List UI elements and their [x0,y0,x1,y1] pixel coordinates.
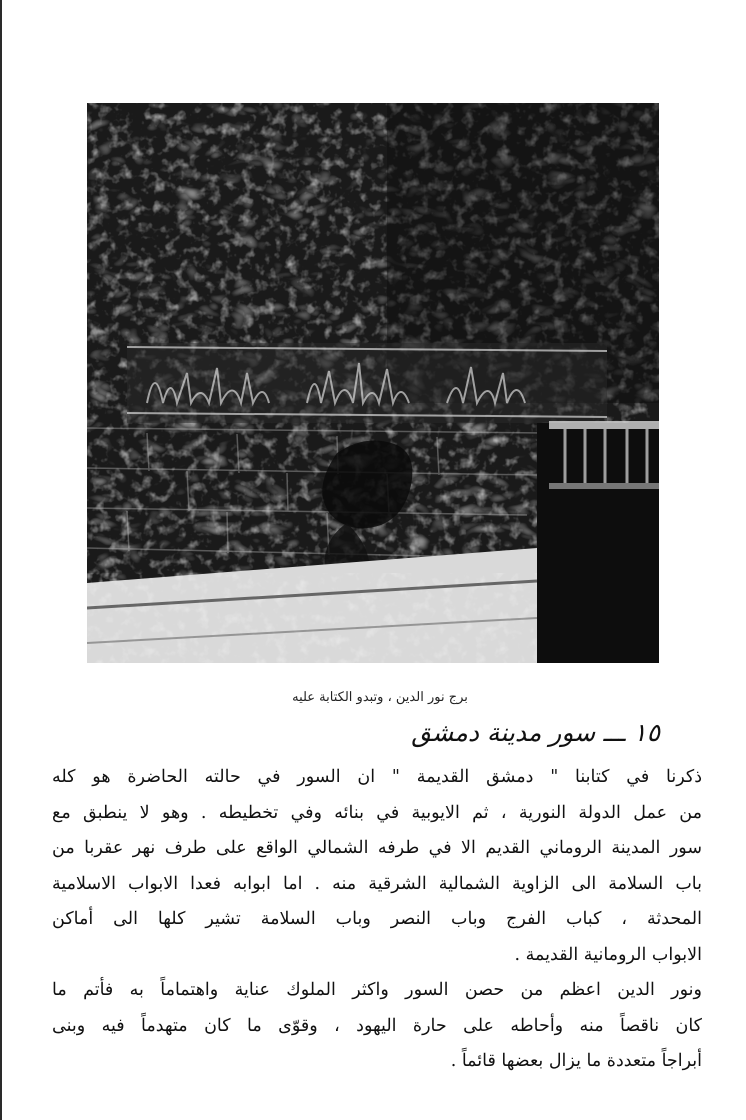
section-title: سور مدينة دمشق [411,718,596,747]
section-dash: ـــ [603,718,626,747]
body-text [52,760,702,1080]
tower-photograph [87,103,659,663]
text-line: باب السلامة الى الزاوية الشمالية الشرقية منه . اما ابوابه فعدا الابواب الاسلامية [52,873,702,894]
paragraph [52,760,702,973]
text-line: أبراجاً متعددة ما يزال بعضها قائماً . [450,1051,702,1071]
text-line: ذكرنا في كتابنا " دمشق القديمة " ان السور في حالته الحاضرة هو كله [52,767,702,787]
section-heading [411,718,660,747]
figure-caption: برج نور الدين ، وتبدو الكتابة عليه [292,690,468,705]
text-line: سور المدينة الروماني القديم الا في طرفه الشمالي الواقع على طرف نهر عقربا من [52,838,702,858]
section-number: ١٥ [633,718,660,747]
page-edge [0,0,2,1120]
text-line: ونور الدين اعظم من حصن السور واكثر الملوك عناية واهتماماً به فأتم ما [52,980,702,1000]
text-line: المحدثة ، كباب الفرج وباب النصر وباب السلامة تشير كلها الى أماكن [52,909,702,929]
paragraph [52,973,702,1080]
text-line: كان ناقصاً منه وأحاطه على حارة اليهود ، وقوّى ما كان متهدماً فيه وبنى [52,1015,702,1036]
text-line: الابواب الرومانية القديمة . [514,944,702,965]
text-line: من عمل الدولة النورية ، ثم الايوبية في بنائه وفي تخطيطه . وهو لا ينطبق مع [52,802,702,823]
